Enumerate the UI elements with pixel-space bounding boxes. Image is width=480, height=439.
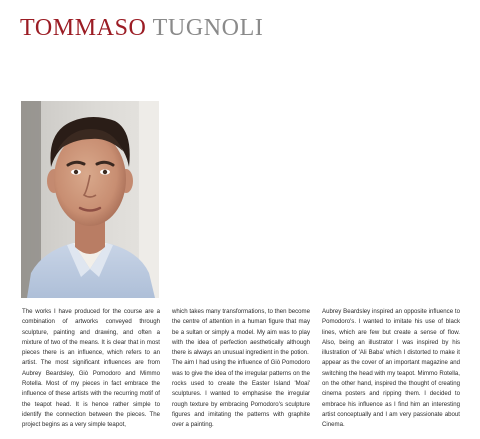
paragraph: The aim I had using the influence of Giò Pomodoro was to give the idea of the irregular patterns on the rocks used to create the Easter Island 'Moai' sculptures. I wanted to emphasise the irregular rough texture by embracing Pomodoro's sculpture figures and imitating the patterns with graphite over a painting.	[172, 359, 310, 429]
paragraph: Aubrey Beardsley inspired an opposite influence to Pomodoro's. I wanted to imitate his use of black lines, which are few but create a sense of flow. Also, being an illustrator I was inspired by his illustration of 'Ali Baba' which I distorted to make it appear as the cover of an important magazine and switching the head with my teapot. Mimmo Rotella, on the other hand, inspired the thought of creating cinema posters and ripping them. I decided to embrace his influence as I find him an interesting artist conceptually and I am very passionate about Cinema.	[322, 308, 460, 429]
title-last-name: TUGNOLI	[152, 15, 264, 41]
paragraph: which takes many transformations, to then become the centre of attention in a human figure that may be a sultan or simply a model. My aim was to play with the idea of perfection aesthetically although there is always an unusual ingredient in the potion.	[172, 308, 310, 357]
article-column-3	[322, 307, 460, 437]
page-title	[20, 14, 263, 42]
article-body	[22, 307, 460, 437]
article-column-1	[22, 307, 160, 437]
article-column-2	[172, 307, 310, 437]
portrait-photo	[21, 101, 159, 298]
paragraph: The works I have produced for the course are a combination of artworks conveyed through sculpture, painting and drawing, and often a mixture of two of the means. It is clear that in most pieces there is an influence, which refers to an artist. The most significant influences are from Aubrey Beardsley, Giò Pomodoro and Mimmo Rotella. Most of my pieces in fact embrace the influence of these artists with the recurring motif of the teapot head. It is hence rather simple to identify the connection between the pieces. The project begins as a very simple teapot,	[22, 308, 160, 429]
title-first-name: TOMMASO	[20, 15, 147, 41]
